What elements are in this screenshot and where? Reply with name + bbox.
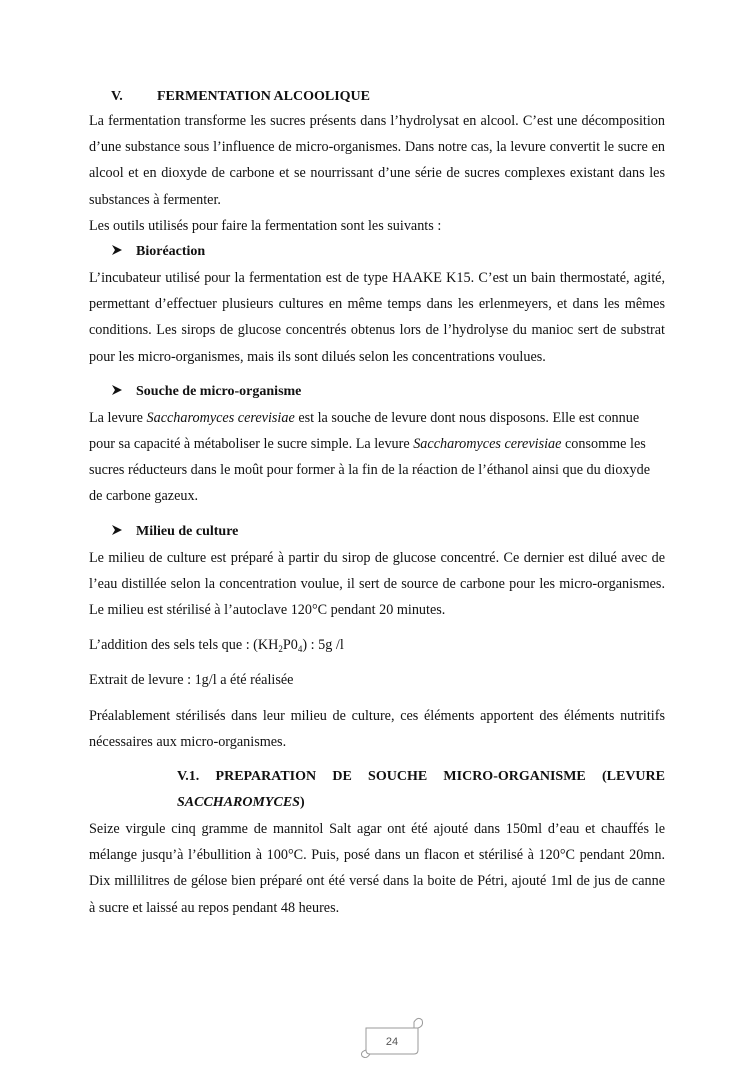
tools-line: Les outils utilisés pour faire la fermentation sont les suivants :: [89, 217, 442, 234]
bullet-milieu: [111, 519, 665, 545]
prealable-text: Préalablement stérilisés dans leur milieu de culture, ces éléments apportent des éléments nutritifs nécessaires aux micro-organismes.: [89, 707, 665, 750]
souche-title: Souche de micro-organisme: [136, 383, 302, 399]
souche-text-part: est la souche de levure dont nous disposons. Elle est connue pour sa capacité à métaboliser le sucre simple. La levure: [89, 409, 640, 453]
subscript: 4: [297, 644, 303, 655]
section-number: V.: [111, 89, 123, 104]
section-intro: La fermentation transforme les sucres présents dans l’hydrolysat en alcool. C’est une décomposition d’une substance sous l’influence de micro-organismes. Dans notre cas, la levure convertit le sucre en alcool et en dioxyde de carbone et se nourrissant d’une série de sucres complexes existant dans les substances à fermenter.: [89, 113, 665, 208]
subscript: 2: [278, 644, 283, 655]
salts-line: [89, 632, 665, 658]
salts-text: P0: [282, 637, 298, 654]
subsection-title-part: V.1. PREPARATION DE SOUCHE MICRO-ORGANISME (LEVURE: [177, 769, 665, 785]
page-footer: [358, 1016, 426, 1058]
souche-text-part: La levure: [89, 409, 147, 426]
subsection-heading: [177, 764, 665, 816]
milieu-title: Milieu de culture: [136, 523, 239, 539]
bullet-souche: [111, 379, 665, 405]
species-name: Saccharomyces cerevisiae: [146, 409, 295, 426]
species-name: Saccharomyces cerevisiae: [413, 436, 562, 453]
arrow-bullet-icon: [111, 239, 136, 265]
salts-text: L’addition des sels tels que : (KH: [89, 637, 279, 654]
subsection-title-italic: SACCHAROMYCES: [177, 795, 300, 811]
salts-text: ) : 5g /l: [302, 637, 344, 654]
arrow-bullet-icon: [111, 379, 136, 405]
bioreaction-title: Bioréaction: [136, 244, 206, 260]
souche-text: [89, 405, 665, 510]
bioreaction-text: L’incubateur utilisé pour la fermentation est de type HAAKE K15. C’est un bain thermostaté, agité, permettant d’effectuer plusieurs cultures en même temps dans les erlenmeyers, et dans les mêmes conditions. Les sirops de glucose concentrés obtenus lors de l’hydrolyse du manioc sert de substrat pour les micro-organismes, mais ils sont dilués selon les concentrations voulues.: [89, 270, 665, 365]
subsection-text: Seize virgule cinq gramme de mannitol Salt agar ont été ajouté dans 150ml d’eau et chauffés le mélange jusqu’à l’ébullition à 100°C. Puis, posé dans un flacon et stérilisé à 120°C pendant 20mn. Dix millilitres de gélose bien préparé ont été versé dans la boite de Pétri, ajouté 1ml de jus de canne à sucre et laissé au repos pendant 48 heures.: [89, 821, 665, 916]
subsection-title-part: ): [299, 795, 305, 811]
souche-text-part: consomme les sucres réducteurs dans le moût pour former à la fin de la réaction de l’éthanol ainsi que du dioxyde de carbone gazeux.: [89, 436, 651, 505]
bullet-bioreaction: [111, 239, 665, 265]
page-number: 24: [385, 1036, 399, 1048]
milieu-text: Le milieu de culture est préparé à partir du sirop de glucose concentré. Ce dernier est dilué avec de l’eau distillée selon la concentration voulue, il sert de source de carbone pour les micro-organismes. Le milieu est stérilisé à l’autoclave 120°C pendant 20 minutes.: [89, 549, 665, 619]
section-heading: [111, 86, 665, 108]
arrow-bullet-icon: [111, 519, 136, 545]
extract-line: Extrait de levure : 1g/l a été réalisée: [89, 672, 294, 689]
section-title: FERMENTATION ALCOOLIQUE: [157, 89, 371, 104]
document-page: [89, 86, 665, 921]
